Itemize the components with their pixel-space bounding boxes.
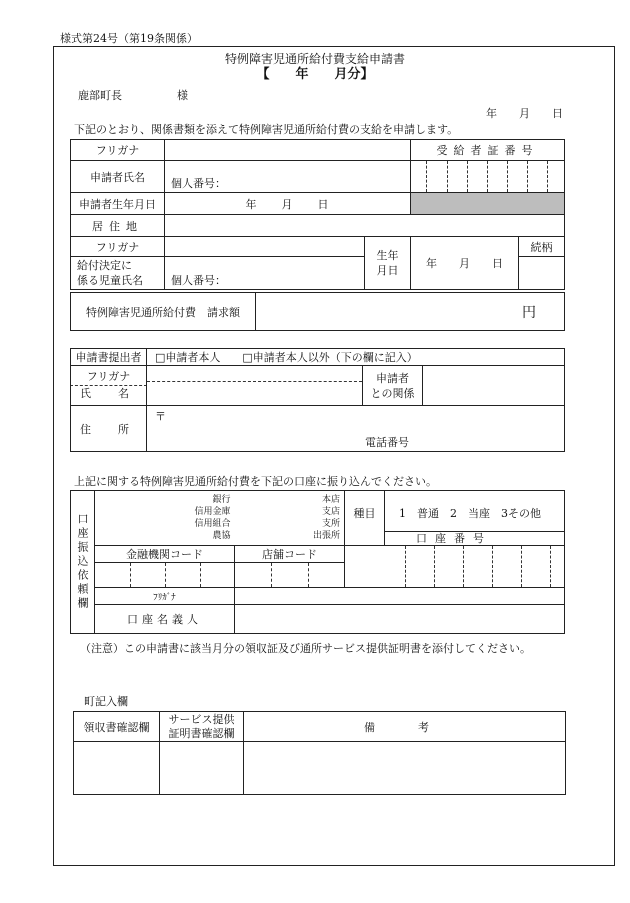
remarks-field[interactable] bbox=[244, 742, 566, 795]
account-no-boxes[interactable] bbox=[345, 546, 565, 588]
form-number: 様式第24号（第19条関係） bbox=[60, 32, 198, 45]
relation-label: 続柄 bbox=[519, 237, 565, 257]
account-no-label: 口座番号 bbox=[385, 531, 565, 545]
bank-code-label: 金融機関コード bbox=[95, 546, 235, 563]
service-check-label: サービス提供 証明書確認欄 bbox=[160, 712, 244, 742]
remarks-label: 備 考 bbox=[244, 712, 566, 742]
submitter-table bbox=[70, 348, 565, 452]
bank-table bbox=[70, 490, 565, 634]
kind-options-cell[interactable]: 1 普通 2 当座 3その他 口座番号 bbox=[385, 491, 565, 546]
cert-no-label: 受給者証番号 bbox=[411, 140, 565, 161]
holder-furigana-label: ﾌﾘｶﾞﾅ bbox=[95, 588, 235, 605]
claim-field[interactable] bbox=[256, 293, 565, 331]
office-table bbox=[73, 711, 566, 795]
branch-code-label: 店舗コード bbox=[235, 546, 345, 563]
service-check-field[interactable] bbox=[160, 742, 244, 795]
intro-text: 下記のとおり、関係書類を添えて特例障害児通所給付費の支給を申請します。 bbox=[74, 123, 459, 136]
kind-label-cell: 種目 bbox=[345, 491, 385, 546]
relation-field[interactable] bbox=[519, 257, 565, 290]
birthdate-label: 申請者生年月日 bbox=[71, 193, 165, 215]
submitter-address-label: 住 所 bbox=[71, 406, 147, 452]
address-field[interactable] bbox=[165, 215, 565, 237]
submitter-relation-label: 申請者 との関係 bbox=[363, 366, 423, 406]
child-birth-label: 生年 月日 bbox=[365, 237, 411, 290]
address-label: 居住地 bbox=[71, 215, 165, 237]
birthdate-field[interactable]: 年 月 日 bbox=[165, 193, 411, 215]
submitter-name-field[interactable] bbox=[147, 366, 363, 406]
child-furigana-label: フリガナ bbox=[71, 237, 165, 257]
personal-no-label: 個人番号： bbox=[171, 177, 226, 190]
furigana-field[interactable] bbox=[165, 140, 411, 161]
bank-code-boxes[interactable] bbox=[95, 563, 235, 588]
claim-table bbox=[70, 292, 565, 331]
holder-name-label: 口座名義人 bbox=[95, 605, 235, 634]
addressee: 鹿部町長 様 bbox=[78, 89, 188, 102]
child-birth-field[interactable]: 年 月 日 bbox=[411, 237, 519, 290]
branch-code-boxes[interactable] bbox=[235, 563, 345, 588]
submitter-label: 申請書提出者 bbox=[71, 349, 147, 366]
transfer-side-label: 口座振込依頼欄 bbox=[71, 491, 95, 634]
submitter-name-label: フリガナ 氏 名 bbox=[71, 366, 147, 406]
branch-type-cell[interactable] bbox=[235, 491, 345, 546]
receipt-check-field[interactable] bbox=[74, 742, 160, 795]
transfer-intro: 上記に関する特例障害児通所給付費を下記の口座に振り込んでください。 bbox=[74, 475, 437, 488]
bank-type-list: 銀行 信用金庫 信用組合 農協 bbox=[194, 495, 231, 541]
date-line: 年 月 日 bbox=[486, 107, 563, 120]
applicant-table bbox=[70, 139, 565, 290]
postal-mark: 〒 bbox=[155, 410, 166, 423]
child-furigana-field[interactable] bbox=[165, 237, 365, 257]
holder-name-field[interactable] bbox=[235, 605, 565, 634]
holder-furigana-field[interactable] bbox=[235, 588, 565, 605]
child-personal-no-label: 個人番号： bbox=[171, 274, 226, 287]
receipt-check-label: 領収書確認欄 bbox=[74, 712, 160, 742]
child-name-field[interactable] bbox=[165, 257, 365, 290]
shaded-cell bbox=[411, 193, 565, 215]
period-label: 【 年 月分】 bbox=[256, 67, 374, 82]
phone-label: 電話番号 bbox=[365, 436, 409, 449]
submitter-relation-field[interactable] bbox=[423, 366, 565, 406]
child-name-label: 給付決定に 係る児童氏名 bbox=[71, 257, 165, 290]
submitter-address-field[interactable] bbox=[147, 406, 565, 452]
form-title: 特例障害児通所給付費支給申請書 bbox=[224, 52, 405, 66]
yen-label: 円 bbox=[522, 305, 536, 321]
branch-type-list: 本店 支店 支所 出張所 bbox=[312, 495, 340, 541]
applicant-name-field[interactable] bbox=[165, 161, 411, 193]
applicant-name-label: 申請者氏名 bbox=[71, 161, 165, 193]
office-use-label: 町記入欄 bbox=[84, 695, 128, 708]
note-text: （注意）この申請書に該当月分の領収証及び通所サービス提供証明書を添付してください。 bbox=[80, 642, 531, 655]
cert-no-boxes[interactable] bbox=[411, 161, 565, 193]
claim-label: 特例障害児通所給付費 請求額 bbox=[71, 293, 256, 331]
submitter-options[interactable]: □申請者本人 □申請者本人以外（下の欄に記入） bbox=[147, 349, 565, 366]
furigana-label: フリガナ bbox=[71, 140, 165, 161]
bank-type-cell[interactable] bbox=[95, 491, 235, 546]
